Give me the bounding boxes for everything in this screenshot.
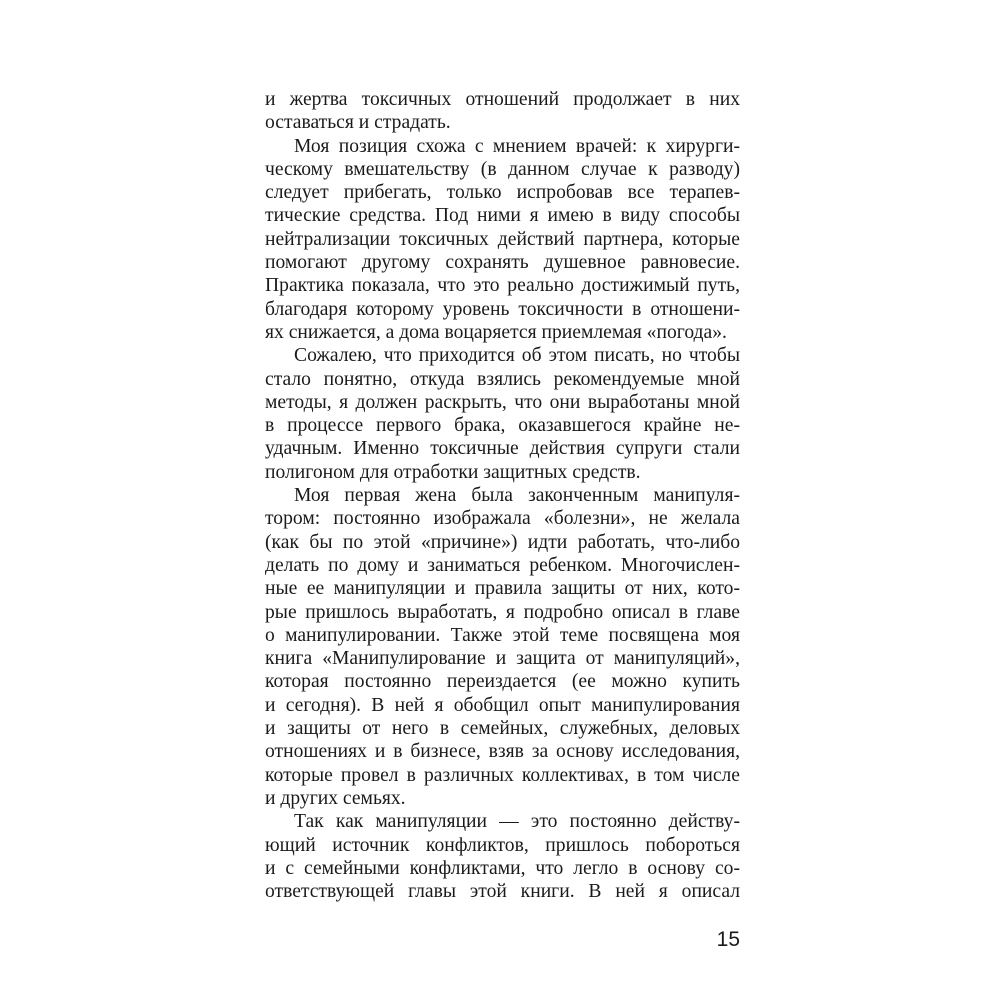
text-line: рые пришлось выработать, я подробно описал в главе: [265, 601, 740, 623]
text-line: ющий источник конфликтов, пришлось побороться: [265, 834, 740, 856]
text-line: ные ее манипуляции и правила защиты от них, кото-: [265, 578, 740, 600]
text-line: которая постоянно переиздается (ее можно купить: [265, 671, 740, 693]
text-line: полигоном для отработки защитных средств.: [265, 461, 641, 483]
body-text: [265, 88, 740, 903]
text-line: ответствующей главы этой книги. В ней я описал: [265, 881, 740, 903]
text-line: и с семейными конфликтами, что легло в основу со-: [265, 857, 740, 879]
text-line: удачным. Именно токсичные действия супруги стали: [265, 438, 740, 460]
text-line: ях снижается, а дома воцаряется приемлемая «погода».: [265, 321, 727, 343]
text-line: которые провел в различных коллективах, в том числе: [265, 764, 740, 786]
text-line: Сожалею, что приходится об этом писать, но чтобы: [294, 345, 740, 367]
text-line: (как бы по этой «причине») идти работать, что-либо: [265, 531, 740, 553]
text-line: стало понятно, откуда взялись рекомендуемые мной: [265, 368, 740, 390]
text-line: помогают другому сохранять душевное равновесие.: [265, 252, 740, 274]
text-line: тором: постоянно изображала «болезни», не желала: [265, 508, 740, 530]
text-line: Так как манипуляции — это постоянно действу-: [294, 811, 740, 833]
text-line: и защиты от него в семейных, служебных, деловых: [265, 718, 740, 740]
text-line: нейтрализации токсичных действий партнера, которые: [265, 228, 740, 250]
text-line: Практика показала, что это реально достижимый путь,: [265, 275, 740, 297]
text-line: оставаться и страдать.: [265, 112, 451, 134]
text-line: ческому вмешательству (в данном случае к разводу): [265, 158, 740, 180]
text-line: и жертва токсичных отношений продолжает в них: [265, 89, 740, 110]
text-line: о манипулировании. Также этой теме посвящена моя: [265, 624, 740, 646]
text-line: Моя первая жена была законченным манипуля-: [294, 485, 740, 507]
text-line: и сегодня). В ней я обобщил опыт манипулирования: [265, 694, 740, 716]
text-line: книга «Манипулирование и защита от манипуляций»,: [265, 648, 740, 670]
text-line: и других семьях.: [265, 787, 406, 809]
text-line: отношениях и в бизнесе, взяв за основу исследования,: [265, 741, 740, 763]
text-line: методы, я должен раскрыть, что они выработаны мной: [265, 391, 740, 413]
text-line: благодаря которому уровень токсичности в отношени-: [265, 298, 740, 320]
text-line: делать по дому и заниматься ребенком. Многочислен-: [265, 554, 740, 576]
text-line: тические средства. Под ними я имею в виду способы: [265, 205, 740, 227]
text-line: следует прибегать, только испробовав все терапев-: [265, 182, 740, 204]
text-line: в процессе первого брака, оказавшегося крайне не-: [265, 415, 740, 437]
text-line: Моя позиция схожа с мнением врачей: к хирурги-: [294, 135, 740, 157]
page-number: 15: [716, 928, 740, 951]
